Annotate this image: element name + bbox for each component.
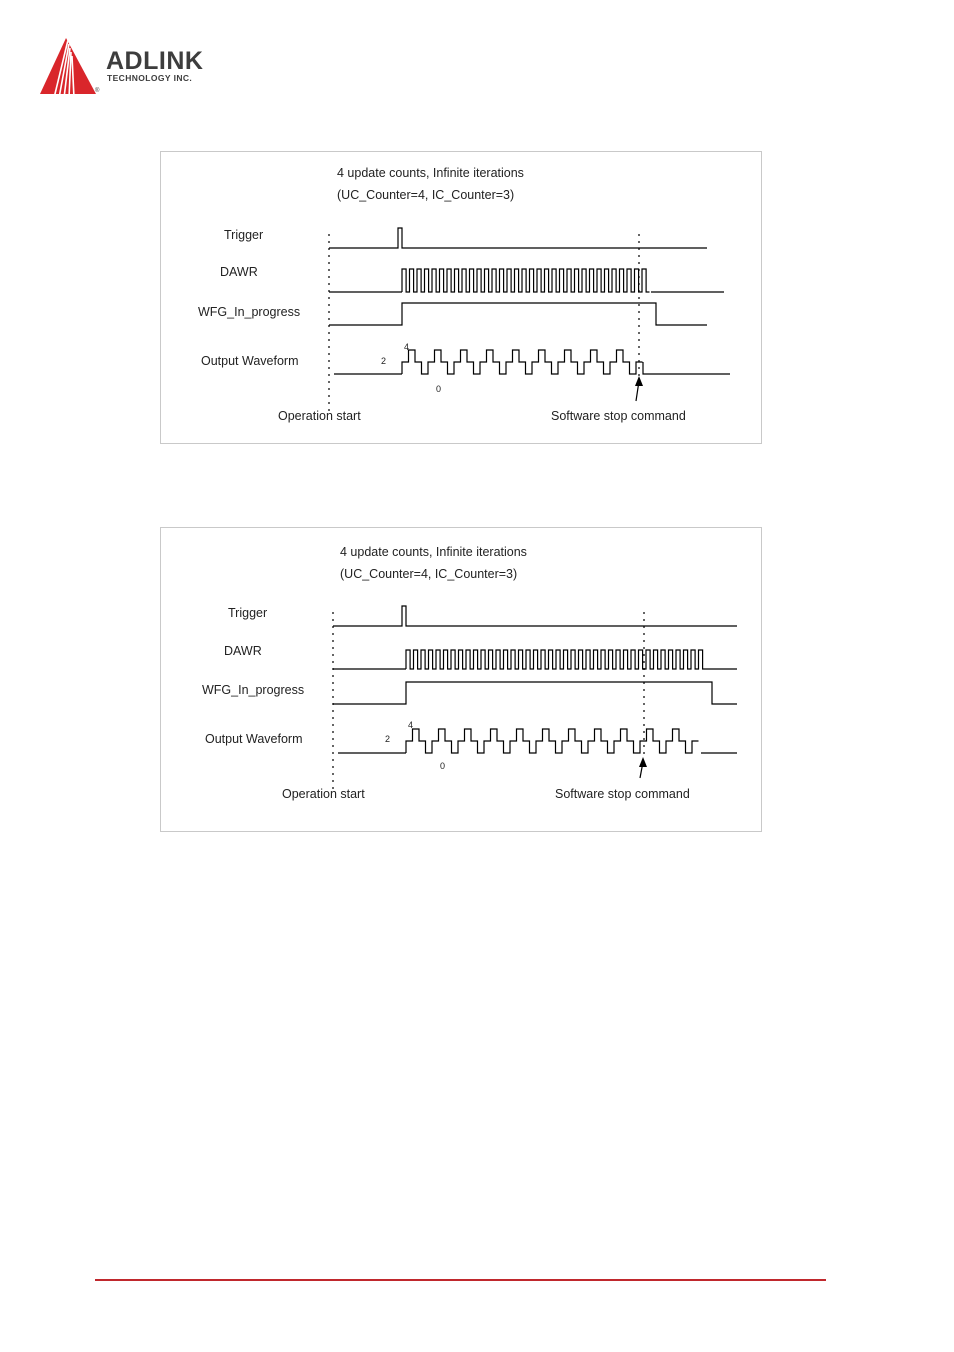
trigger-trace bbox=[329, 228, 707, 248]
stop-arrow-icon bbox=[635, 376, 643, 401]
brand-subtitle: TECHNOLOGY INC. bbox=[107, 73, 193, 83]
output-waveform-trace bbox=[338, 729, 737, 753]
signal-label-wfg-in-progress: WFG_In_progress bbox=[202, 683, 305, 697]
software-stop-label: Software stop command bbox=[555, 787, 690, 801]
signal-label-trigger: Trigger bbox=[224, 228, 264, 242]
signal-label-dawr: DAWR bbox=[220, 265, 258, 279]
timing-diagram-2 bbox=[160, 527, 762, 832]
stop-arrow-icon bbox=[639, 757, 647, 778]
dawr-trace bbox=[329, 269, 724, 292]
level-label-0: 0 bbox=[440, 761, 446, 771]
wfg-in-progress-trace bbox=[333, 682, 737, 704]
dawr-trace bbox=[333, 650, 737, 669]
level-label-0: 0 bbox=[436, 384, 442, 394]
software-stop-label: Software stop command bbox=[551, 409, 686, 423]
brand-name: ADLINK bbox=[106, 47, 204, 75]
adlink-logo bbox=[38, 36, 238, 100]
diagram-title-line1: 4 update counts, Infinite iterations bbox=[337, 166, 524, 180]
diagram-title-line1: 4 update counts, Infinite iterations bbox=[340, 545, 527, 559]
diagram-title-line2: (UC_Counter=4, IC_Counter=3) bbox=[340, 567, 518, 581]
signal-label-trigger: Trigger bbox=[228, 606, 268, 620]
footer-divider bbox=[95, 1279, 826, 1281]
wfg-in-progress-trace bbox=[329, 303, 707, 325]
signal-label-dawr: DAWR bbox=[224, 644, 262, 658]
level-label-4: 4 bbox=[404, 342, 410, 352]
signal-label-wfg-in-progress: WFG_In_progress bbox=[198, 305, 301, 319]
adlink-triangle-icon bbox=[38, 36, 102, 100]
diagram-title-line2: (UC_Counter=4, IC_Counter=3) bbox=[337, 188, 515, 202]
signal-label-output-waveform: Output Waveform bbox=[201, 354, 299, 368]
signal-label-output-waveform: Output Waveform bbox=[205, 732, 303, 746]
operation-start-label: Operation start bbox=[282, 787, 365, 801]
operation-start-label: Operation start bbox=[278, 409, 361, 423]
output-waveform-trace bbox=[334, 350, 730, 374]
timing-diagram-2-svg bbox=[161, 528, 761, 831]
trigger-trace bbox=[333, 606, 737, 626]
timing-diagram-1-svg bbox=[161, 152, 761, 443]
level-label-2: 2 bbox=[385, 734, 391, 744]
registered-mark: ® bbox=[95, 88, 100, 94]
timing-diagram-1 bbox=[160, 151, 762, 444]
level-label-4: 4 bbox=[408, 720, 414, 730]
level-label-2: 2 bbox=[381, 356, 387, 366]
